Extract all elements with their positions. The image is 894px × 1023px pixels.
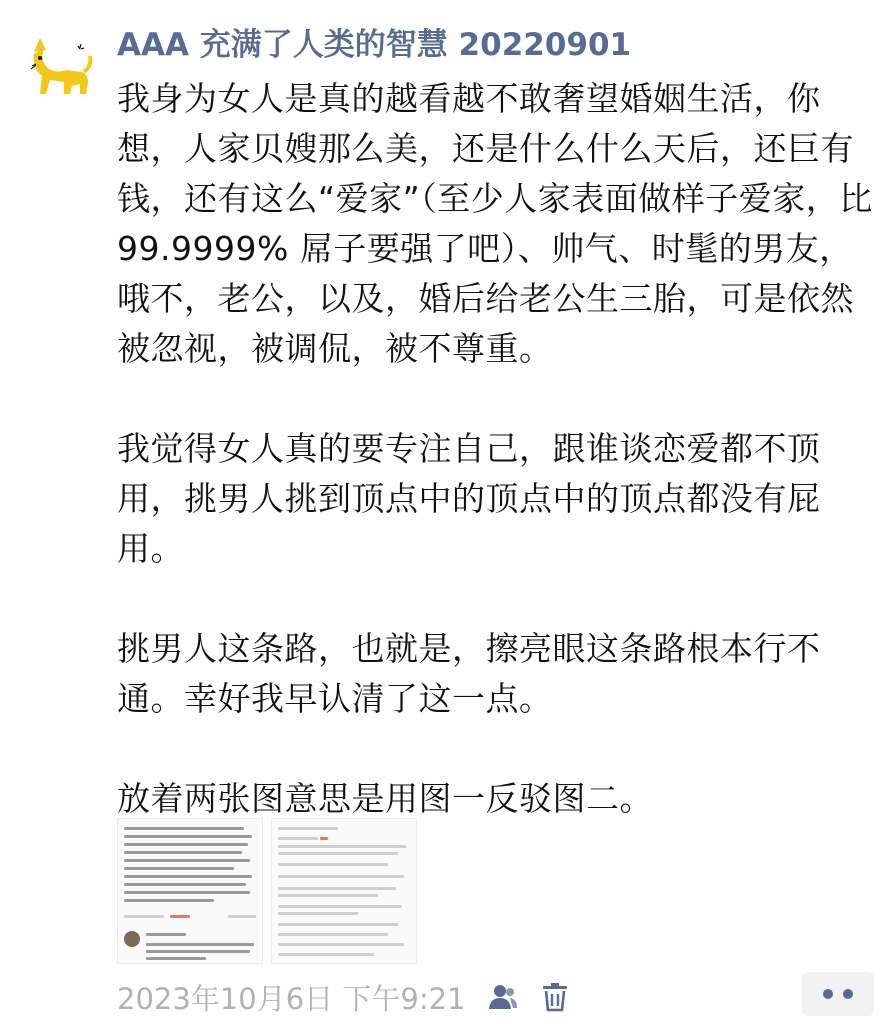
- post-paragraph: 我觉得女人真的要专注自己，跟谁谈恋爱都不顶用，挑男人挑到顶点中的顶点中的顶点都没有屁用。: [117, 429, 821, 568]
- dot: [843, 989, 853, 999]
- screenshot-image-2[interactable]: [271, 818, 417, 964]
- screenshot-image-1[interactable]: [117, 818, 263, 964]
- dot: [823, 989, 833, 999]
- cat-avatar[interactable]: [26, 32, 94, 100]
- post-body: [117, 74, 877, 824]
- people-icon[interactable]: [488, 982, 518, 1012]
- post-timestamp: 2023年10月6日 下午9:21: [117, 981, 466, 1016]
- post-paragraph: 挑男人这条路，也就是，擦亮眼这条路根本行不通。幸好我早认清了这一点。: [117, 629, 821, 718]
- trash-icon[interactable]: [540, 982, 570, 1012]
- post-images: [117, 818, 417, 964]
- more-dots-icon[interactable]: [802, 972, 874, 1016]
- post-meta: [117, 975, 570, 1019]
- post-author[interactable]: AAA 充满了人类的智慧 20220901: [117, 27, 632, 63]
- post-paragraph: 我身为女人是真的越看越不敢奢望婚姻生活，你想，人家贝嫂那么美，还是什么什么天后，还巨有钱，还有这么“爱家”（至少人家表面做样子爱家，比 99.9999% 屌子要强了吧）、帅气、时髦的男友，哦不，老公，以及，婚后给老公生三胎，可是依然被忽视，被调侃，被不尊重。: [117, 79, 873, 368]
- post-paragraph: 放着两张图意思是用图一反驳图二。: [117, 779, 653, 818]
